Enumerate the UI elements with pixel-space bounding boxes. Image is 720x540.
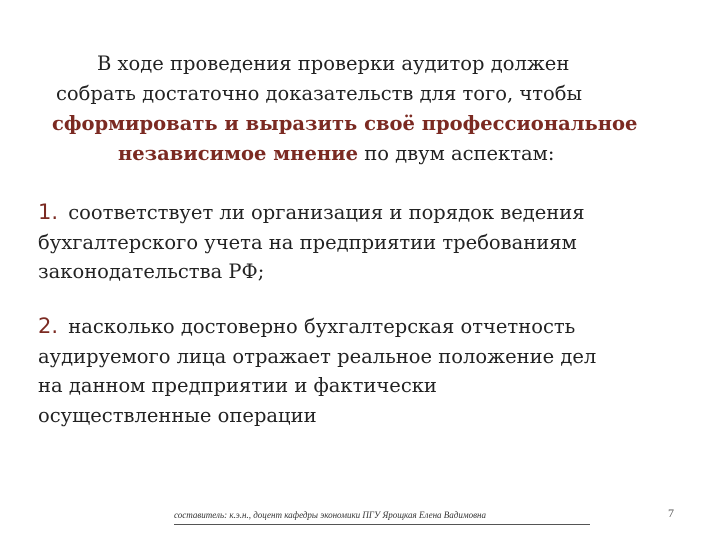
point-1-number: 1.	[38, 200, 59, 224]
intro-line-2: собрать достаточно доказательств для того, чтобы	[56, 82, 583, 105]
footer-divider	[174, 524, 590, 525]
point-2-number: 2.	[38, 314, 59, 338]
intro-line-4	[118, 142, 554, 165]
intro-line-3-accent: сформировать и выразить своё профессиональное	[52, 112, 638, 135]
intro-line-4-rest: по двум аспектам:	[364, 142, 555, 165]
footer-author: составитель: к.э.н., доцент кафедры экономики ПГУ Ярощкая Елена Вадимовна	[174, 510, 486, 520]
intro-line-1: В ходе проведения проверки аудитор должен	[97, 52, 570, 75]
point-1	[38, 198, 585, 287]
point-2-text: насколько достоверно бухгалтерская отчетность аудируемого лица отражает реальное положение дел на данном предприятии и фактически осуществленные операции	[38, 315, 597, 427]
intro-accent-phrase: независимое мнение	[118, 142, 359, 165]
point-2	[38, 312, 596, 430]
point-1-text: соответствует ли организация и порядок ведения бухгалтерского учета на предприятии требованиям законодательства РФ;	[38, 201, 585, 283]
page-number: 7	[668, 506, 674, 520]
